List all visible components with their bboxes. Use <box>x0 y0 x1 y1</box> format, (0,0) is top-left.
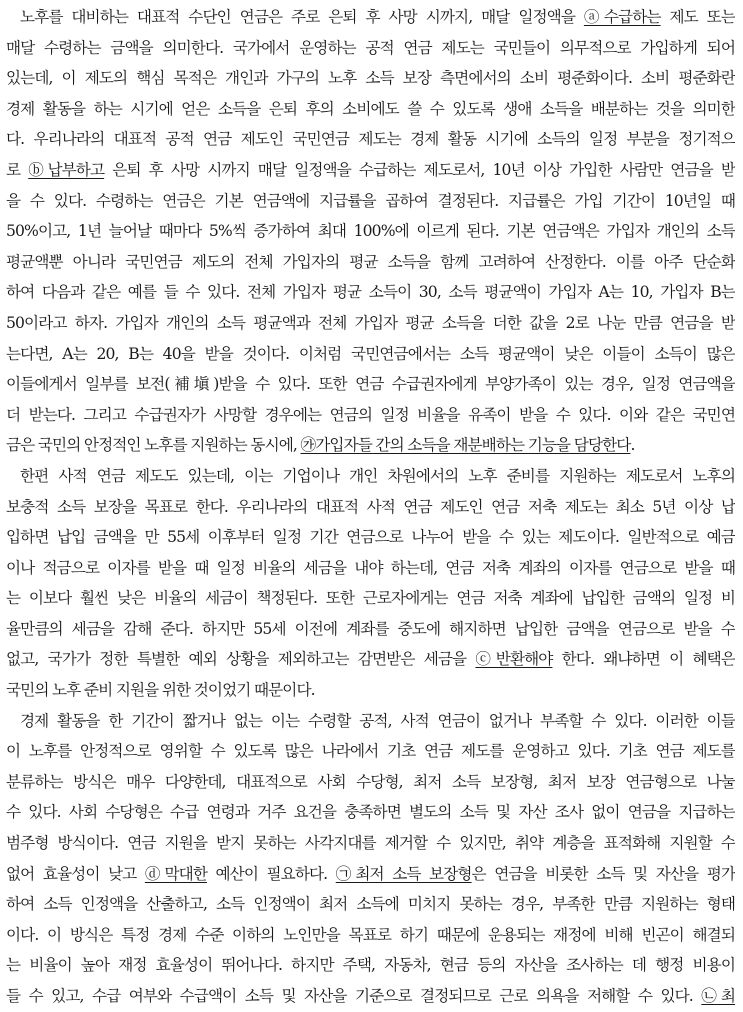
text-line <box>6 797 735 828</box>
text-line <box>6 981 735 1012</box>
text-line <box>6 859 735 890</box>
paragraph <box>6 461 735 706</box>
text-run: 이들에게서 일부를 보전(補塡)받을 수 있다. 또한 연금 수급권자에게 부양가족이 있는 경우, 일정 연금액을 <box>6 375 735 394</box>
text-run: 는다면, A는 20, B는 40을 받을 것이다. 이처럼 국민연금에서는 소득 평균액이 낮은 이들이 소득이 많은 <box>6 344 735 363</box>
text-line <box>6 33 735 64</box>
text-line <box>6 492 735 523</box>
text-line <box>6 339 735 370</box>
text-run: 한편 사적 연금 제도도 있는데, 이는 기업이나 개인 차원에서의 노후 준비를 지원하는 제도로서 노후의 <box>20 466 735 485</box>
text-run: 한다. 왜냐하면 이 혜택은 <box>552 650 735 669</box>
text-run: 매달 수령하는 금액을 의미한다. 국가에서 운영하는 공적 연금 제도는 국민들이 의무적으로 가입하게 되어 <box>6 38 735 57</box>
text-run: 로 <box>6 160 29 179</box>
text-run: 없고, 국가가 정한 특별한 예외 상황을 제외하고는 감면받은 세금을 <box>6 650 476 669</box>
text-run: 이다. 이 방식은 특정 경제 수준 이하의 노인만을 목표로 하기 때문에 운용되는 재정에 비해 빈곤이 해결되 <box>6 925 735 944</box>
text-line <box>6 186 735 217</box>
text-line <box>6 828 735 859</box>
text-line <box>6 430 735 461</box>
text-line <box>6 2 735 33</box>
text-run: 있는데, 이 제도의 핵심 목적은 개인과 가구의 노후 소득 보장 측면에서의 소비 평준화이다. 소비 평준화란 <box>6 69 735 88</box>
text-line <box>6 644 735 675</box>
text-run: 다. 우리나라의 대표적 공적 연금 제도인 국민연금 제도는 경제 활동 시기에 소득의 일정 부분을 정기적으 <box>6 130 735 149</box>
text-run: 분류하는 방식은 매우 다양한데, 대표적으로 사회 수당형, 최저 소득 보장형, 최저 보장 연금형으로 나눌 <box>6 772 735 791</box>
text-run: 제도 또는 <box>660 8 735 26</box>
text-line <box>6 124 735 155</box>
underlined-term: ⓐ수급하는 <box>583 8 661 26</box>
underlined-term: ⓓ막대한 <box>144 864 207 883</box>
text-run: . <box>630 436 635 455</box>
text-line <box>6 400 735 431</box>
text-run: 범주형 방식이다. 연금 지원을 받지 못하는 사각지대를 제거할 수 있지만, 취약 계층을 표적화해 지원할 수 <box>6 834 735 853</box>
text-line <box>6 216 735 247</box>
text-line <box>6 369 735 400</box>
underlined-term: ㉮가입자들 간의 소득을 재분배하는 기능을 담당한다 <box>300 436 631 455</box>
text-line <box>6 63 735 94</box>
text-line <box>6 706 735 737</box>
text-line <box>6 583 735 614</box>
underlined-term: ㉡최 <box>701 987 735 1005</box>
text-line <box>6 522 735 553</box>
text-run: 하여 소득 인정액을 산출하고, 소득 인정액이 최저 소득에 미치지 못하는 경우, 부족한 만큼 지원하는 형태 <box>6 895 735 914</box>
text-run: 들 수 있고, 수급 여부와 수급액이 소득 및 자산을 기준으로 결정되므로 근로 의욕을 저해할 수 있다. <box>6 987 702 1005</box>
text-run: 50%이고, 1년 늘어날 때마다 5%씩 증가하여 최대 100%에 이르게 된다. 기본 연금액은 가입자 개인의 소득 <box>6 222 735 241</box>
text-run: 금은 국민의 안정적인 노후를 지원하는 동시에, <box>6 436 301 455</box>
text-run: 하여 다음과 같은 예를 들 수 있다. 전체 가입자 평균 소득이 30, 소득 평균액이 가입자 A는 10, 가입자 B는 <box>6 283 735 302</box>
text-run: 는 비율이 높아 재정 효율성이 뛰어나다. 하지만 주택, 자동차, 현금 등의 자산을 조사하는 데 행정 비용이 <box>6 956 735 975</box>
text-run: 이 노후를 안정적으로 영위할 수 있도록 많은 나라에서 기초 연금 제도를 운영하고 있다. 기초 연금 제도를 <box>6 742 735 761</box>
text-run: 더 받는다. 그리고 수급권자가 사망할 경우에는 연금의 일정 비율을 유족이 받을 수 있다. 이와 같은 국민연 <box>6 405 735 424</box>
text-line <box>6 553 735 584</box>
text-line <box>6 736 735 767</box>
text-run: 는 이보다 훨씬 낮은 비율의 세금이 책정된다. 또한 근로자에게는 연금 저축 계좌에 납입한 금액의 일정 비 <box>6 589 735 608</box>
underlined-term: ⓒ반환해야 <box>475 650 553 669</box>
text-line <box>6 277 735 308</box>
text-run: 50이라고 하자. 가입자 개인의 소득 평균액과 전체 가입자 평균 소득을 더한 값을 2로 나눈 만큼 연금을 받 <box>6 313 735 332</box>
text-run: 율만큼의 세금을 감해 준다. 하지만 55세 이전에 계좌를 중도에 해지하면 납입한 금액을 연금으로 받을 수 <box>6 619 735 638</box>
text-run: 을 수 있다. 수령하는 연금은 기본 연금액에 지급률을 곱하여 결정된다. 지급률은 가입 기간이 10년일 때 <box>6 191 735 210</box>
underlined-term: ㉠최저 소득 보장형 <box>335 864 472 883</box>
text-line <box>6 614 735 645</box>
text-line <box>6 675 735 706</box>
text-run: 노후를 대비하는 대표적 수단인 연금은 주로 은퇴 후 사망 시까지, 매달 일정액을 <box>20 8 584 26</box>
text-line <box>6 308 735 339</box>
text-line <box>6 767 735 798</box>
underlined-term: ⓑ납부하고 <box>28 160 105 179</box>
text-run: 은 연금을 비롯한 소득 및 자산을 평가 <box>471 864 735 883</box>
text-run: 국민의 노후 준비 지원을 위한 것이었기 때문이다. <box>6 681 315 700</box>
text-run: 수 있다. 사회 수당형은 수급 연령과 거주 요건을 충족하면 별도의 소득 및 자산 조사 없이 연금을 지급하는 <box>6 803 735 822</box>
text-run: 경제 활동을 한 기간이 짧거나 없는 이는 수령할 공적, 사적 연금이 없거나 부족할 수 있다. 이러한 이들 <box>20 711 735 730</box>
text-run: 예산이 필요하다. <box>206 864 336 883</box>
text-run: 은퇴 후 사망 시까지 매달 일정액을 수급하는 제도로서, 10년 이상 가입한 사람만 연금을 받 <box>104 160 735 179</box>
paragraph <box>6 2 735 461</box>
text-run: 이나 적금으로 이자를 받을 때 일정 비율의 세금을 내야 하는데, 연금 저축 계좌의 이자를 연금으로 받을 때 <box>6 558 735 577</box>
text-line <box>6 461 735 492</box>
text-run: 평균액뿐 아니라 국민연금 제도의 전체 가입자의 평균 소득을 함께 고려하여 산정한다. 이를 아주 단순화 <box>6 252 735 271</box>
text-run: 입하면 납입 금액을 만 55세 이후부터 일정 기간 연금으로 나누어 받을 수 있는 제도이다. 일반적으로 예금 <box>6 528 735 547</box>
text-line <box>6 920 735 951</box>
text-line <box>6 247 735 278</box>
text-line <box>6 94 735 125</box>
text-line <box>6 155 735 186</box>
text-run: 없어 효율성이 낮고 <box>6 864 145 883</box>
text-run: 보충적 소득 보장을 목표로 한다. 우리나라의 대표적 사적 연금 제도인 연금 저축 제도는 최소 5년 이상 납 <box>6 497 735 516</box>
text-run: 경제 활동을 하는 시기에 얻은 소득을 은퇴 후의 소비에도 쓸 수 있도록 생애 소득을 배분하는 것을 의미한 <box>6 99 735 118</box>
text-line <box>6 889 735 920</box>
